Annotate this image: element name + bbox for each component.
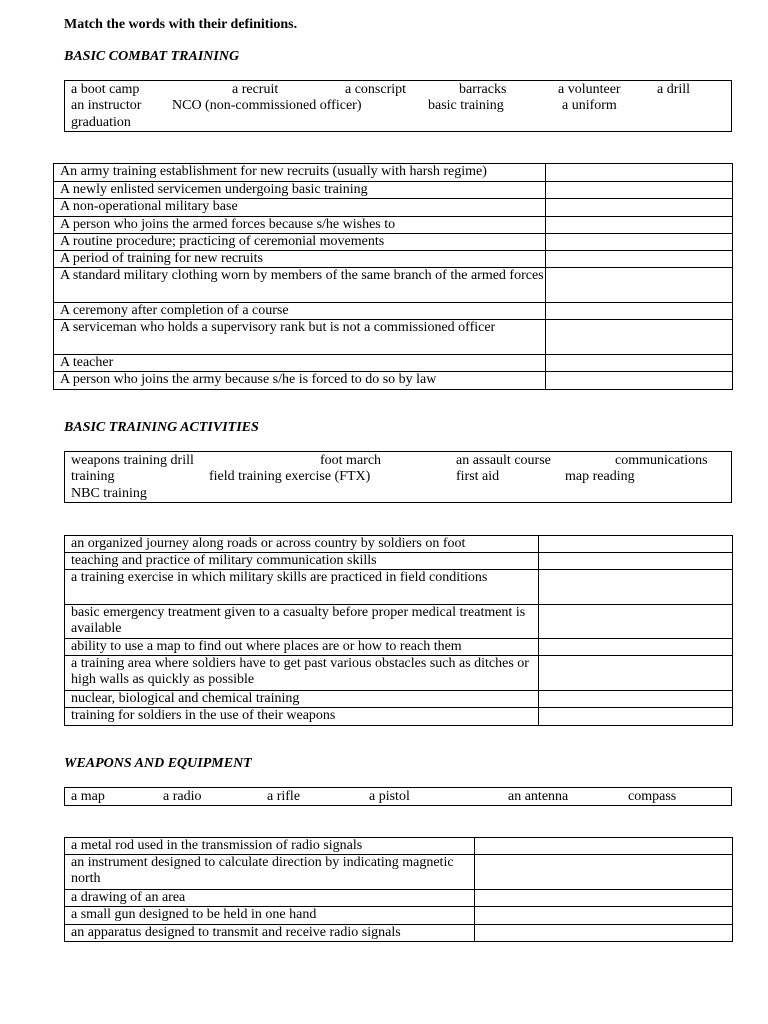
word-bank-item: barracks xyxy=(459,82,507,97)
table-row xyxy=(65,553,733,570)
table-row xyxy=(65,691,733,708)
answer-cell[interactable] xyxy=(546,199,733,217)
definitions-table-basic-training-activities xyxy=(64,535,733,726)
table-row xyxy=(54,372,733,390)
word-bank-item: NCO (non-commissioned officer) xyxy=(172,98,362,113)
answer-cell[interactable] xyxy=(539,570,733,605)
word-bank-item: graduation xyxy=(71,115,131,130)
word-bank-item: basic training xyxy=(428,98,504,113)
answer-cell[interactable] xyxy=(546,268,733,303)
definition-cell: an organized journey along roads or across country by soldiers on foot xyxy=(65,536,539,553)
definition-cell: A newly enlisted servicemen undergoing basic training xyxy=(54,182,546,199)
table-row xyxy=(54,251,733,268)
worksheet-title: Match the words with their definitions. xyxy=(64,17,298,32)
definition-cell: a metal rod used in the transmission of radio signals xyxy=(65,838,475,855)
answer-cell[interactable] xyxy=(539,536,733,553)
answer-cell[interactable] xyxy=(546,303,733,320)
section-heading-basic-training-activities: BASIC TRAINING ACTIVITIES xyxy=(64,420,259,435)
table-row xyxy=(54,320,733,355)
answer-cell[interactable] xyxy=(546,251,733,268)
word-bank-item: training xyxy=(71,469,115,484)
table-row xyxy=(54,303,733,320)
definition-cell: An army training establishment for new recruits (usually with harsh regime) xyxy=(54,164,546,182)
word-bank-item: field training exercise (FTX) xyxy=(209,469,371,484)
definition-cell: a training exercise in which military skills are practiced in field conditions xyxy=(65,570,539,605)
answer-cell[interactable] xyxy=(475,890,733,907)
definition-cell: nuclear, biological and chemical training xyxy=(65,691,539,708)
definition-cell: an apparatus designed to transmit and receive radio signals xyxy=(65,925,475,942)
word-bank-item: a drill xyxy=(657,82,691,97)
table-row xyxy=(65,925,733,942)
table-row xyxy=(65,605,733,639)
word-bank-item: first aid xyxy=(456,469,500,484)
answer-cell[interactable] xyxy=(539,708,733,726)
table-row xyxy=(65,536,733,553)
answer-cell[interactable] xyxy=(539,656,733,691)
word-bank-item: a map xyxy=(71,789,105,804)
word-bank-item: a volunteer xyxy=(558,82,621,97)
word-bank-item: a conscript xyxy=(345,82,407,97)
table-row xyxy=(54,199,733,217)
answer-cell[interactable] xyxy=(539,553,733,570)
definition-cell: teaching and practice of military communication skills xyxy=(65,553,539,570)
answer-cell[interactable] xyxy=(475,838,733,855)
table-row xyxy=(54,164,733,182)
word-bank-item: an antenna xyxy=(508,789,569,804)
answer-cell[interactable] xyxy=(546,217,733,234)
answer-cell[interactable] xyxy=(546,355,733,372)
word-bank-item: compass xyxy=(628,789,677,804)
table-row xyxy=(65,907,733,925)
table-row xyxy=(65,639,733,656)
word-bank-item: communications xyxy=(615,453,708,468)
table-row xyxy=(65,890,733,907)
definition-cell: A person who joins the army because s/he is forced to do so by law xyxy=(54,372,546,390)
definition-cell: training for soldiers in the use of their weapons xyxy=(65,708,539,726)
answer-cell[interactable] xyxy=(546,234,733,251)
table-row xyxy=(65,855,733,890)
definition-cell: an instrument designed to calculate direction by indicating magnetic north xyxy=(65,855,475,890)
word-bank-item: NBC training xyxy=(71,486,147,501)
section-heading-weapons-and-equipment: WEAPONS AND EQUIPMENT xyxy=(64,756,252,771)
definition-cell: A serviceman who holds a supervisory rank but is not a commissioned officer xyxy=(54,320,546,355)
definition-cell: a drawing of an area xyxy=(65,890,475,907)
answer-cell[interactable] xyxy=(539,691,733,708)
answer-cell[interactable] xyxy=(546,182,733,199)
answer-cell[interactable] xyxy=(475,925,733,942)
table-row xyxy=(65,838,733,855)
definitions-table-weapons-and-equipment xyxy=(64,837,733,942)
word-bank-item: a recruit xyxy=(232,82,279,97)
table-row xyxy=(54,268,733,303)
table-row xyxy=(54,217,733,234)
word-bank-item: a radio xyxy=(163,789,202,804)
definition-cell: A standard military clothing worn by members of the same branch of the armed forces xyxy=(54,268,546,303)
answer-cell[interactable] xyxy=(539,639,733,656)
word-bank-item: an assault course xyxy=(456,453,551,468)
word-bank-basic-combat-training xyxy=(64,80,732,132)
answer-cell[interactable] xyxy=(475,855,733,890)
answer-cell[interactable] xyxy=(546,320,733,355)
word-bank-item: weapons training drill xyxy=(71,453,194,468)
word-bank-item: a boot camp xyxy=(71,82,140,97)
table-row xyxy=(54,355,733,372)
definition-cell: ability to use a map to find out where places are or how to reach them xyxy=(65,639,539,656)
word-bank-item: an instructor xyxy=(71,98,142,113)
word-bank-item: map reading xyxy=(565,469,635,484)
definition-cell: A person who joins the armed forces because s/he wishes to xyxy=(54,217,546,234)
word-bank-weapons-and-equipment xyxy=(64,787,732,806)
table-row xyxy=(54,234,733,251)
definition-cell: a training area where soldiers have to get past various obstacles such as ditches or high walls as quickly as possible xyxy=(65,656,539,691)
definition-cell: basic emergency treatment given to a casualty before proper medical treatment is available xyxy=(65,605,539,639)
definition-cell: A period of training for new recruits xyxy=(54,251,546,268)
word-bank-item: foot march xyxy=(320,453,382,468)
table-row xyxy=(65,656,733,691)
table-row xyxy=(65,570,733,605)
definition-cell: a small gun designed to be held in one hand xyxy=(65,907,475,925)
answer-cell[interactable] xyxy=(539,605,733,639)
table-row xyxy=(65,708,733,726)
definitions-table-basic-combat-training xyxy=(53,163,733,390)
answer-cell[interactable] xyxy=(546,164,733,182)
word-bank-basic-training-activities xyxy=(64,451,732,503)
definition-cell: A routine procedure; practicing of ceremonial movements xyxy=(54,234,546,251)
definition-cell: A teacher xyxy=(54,355,546,372)
section-heading-basic-combat-training: BASIC COMBAT TRAINING xyxy=(64,49,240,64)
definition-cell: A ceremony after completion of a course xyxy=(54,303,546,320)
answer-cell[interactable] xyxy=(546,372,733,390)
definition-cell: A non-operational military base xyxy=(54,199,546,217)
word-bank-item: a rifle xyxy=(267,789,301,804)
table-row xyxy=(54,182,733,199)
word-bank-item: a pistol xyxy=(369,789,410,804)
answer-cell[interactable] xyxy=(475,907,733,925)
word-bank-item: a uniform xyxy=(562,98,617,113)
